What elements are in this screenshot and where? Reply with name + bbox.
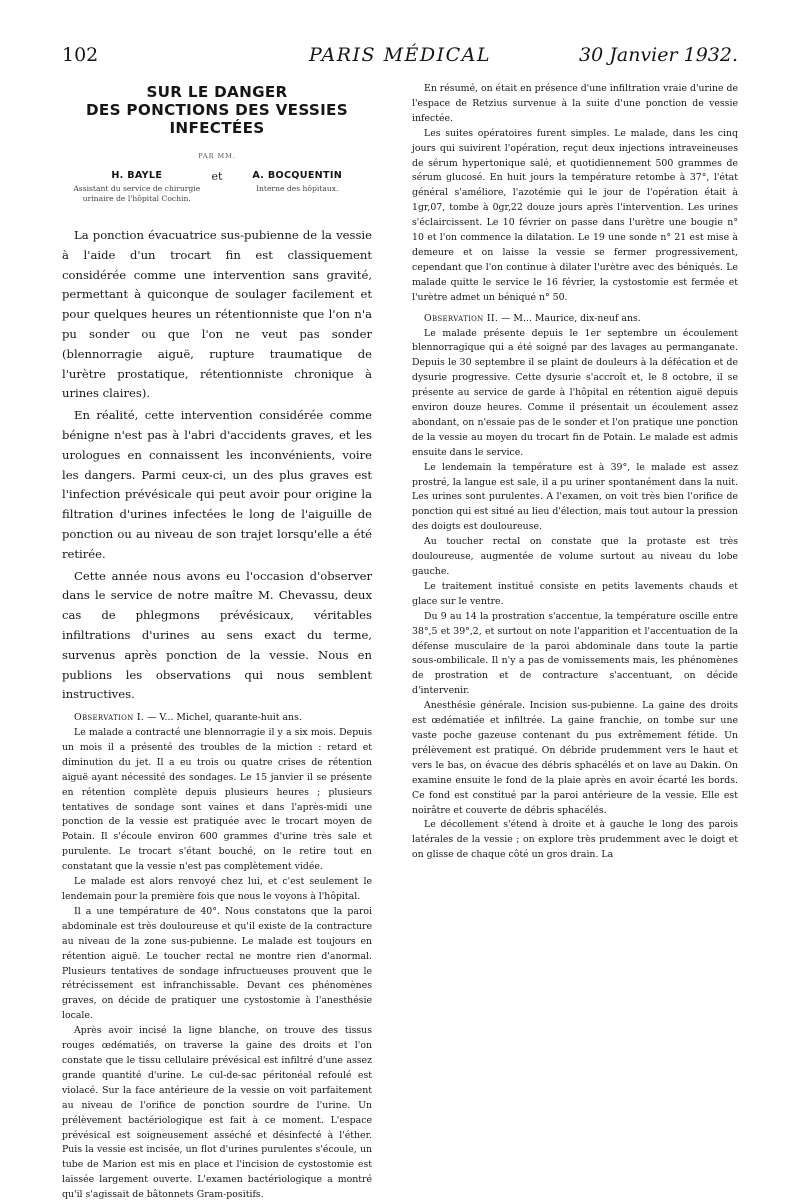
- observation-subject: — M... Maurice, dix-neuf ans.: [498, 312, 641, 324]
- title-line: DES PONCTIONS DES VESSIES: [86, 100, 348, 119]
- intro-paragraph: Cette année nous avons eu l'occasion d'observer dans le service de notre maître M. Chevassu, deux cas de phlegmons prévésicaux, véritables infiltrations d'urines au sens exact du terme, survenus après ponction de la vessie. Nous en publions les observations qui nous semblent instructives.: [62, 568, 372, 702]
- body-paragraph: Au toucher rectal on constate que la protaste est très douloureuse, augmentée de volume surtout au niveau du lobe gauche.: [412, 536, 738, 577]
- author-role: urinaire de l'hôpital Cochin.: [82, 194, 191, 204]
- author-name: H. BAYLE: [111, 169, 163, 181]
- body-paragraph: Le traitement institué consiste en petits lavements chauds et glace sur le ventre.: [412, 580, 738, 607]
- body-paragraph: Le malade présente depuis le 1er septembre un écoulement blennorragique qui a été soigné par des lavages au permanganate. Depuis le 30 septembre il se plaint de douleurs à la défécation et de dysurie progressive. Cette dysurie s'accroît et, le 8 octobre, il se présente au service de garde à l'hôpital en rétention aiguë depuis environ douze heures. Comme il présentait un écoulement assez abondant, on n'essaie pas de le sonder et l'on pratique une ponction de la vessie au moyen du trocart fin de Potain. Le malade est admis ensuite dans le service.: [412, 327, 738, 458]
- body-paragraph: Le malade est alors renvoyé chez lui, et c'est seulement le lendemain pour la première fois que nous le voyons à l'hôpital.: [62, 876, 372, 902]
- running-header: [62, 44, 738, 70]
- observation-label: Observation II.: [424, 312, 499, 324]
- intro-paragraph: La ponction évacuatrice sus-pubienne de la vessie à l'aide d'un trocart fin est classiquement considérée comme une intervention sans gravité, permettant à quiconque de soulager facilement et pour quelques heures un rétentionniste que l'on n'a pu sonder ou que l'on ne veut pas sonder (blennorragie aiguë, rupture traumatique de l'urètre prostatique, rétentionniste chronique à urines claires).: [62, 228, 372, 401]
- page-number: 102: [62, 44, 99, 66]
- author-role: Assistant du service de chirurgie: [73, 184, 201, 194]
- body-paragraph: Après avoir incisé la ligne blanche, on trouve des tissus rouges œdématiés, on traverse la gaine des droits et l'on constate que le tissu cellulaire prévésical est infiltré d'une assez grande quantité d'urine. Le cul-de-sac péritonéal refoulé est violacé. Sur la face antérieure de la vessie on voit parfaitement au niveau de l'orifice de ponction sourdre de l'urine. Un prélèvement bactériologique est fait à ce moment. L'espace prévésical est soigneusement asséché et désinfecté à l'éther. Puis la vessie est incisée, un flot d'urines purulentes s'écoule, un tube de Marion est mis en place et l'incision de cystostomie est laissée largement ouverte. L'examen bactériologique a montré qu'il s'agissait de bâtonnets Gram-positifs.: [62, 1025, 372, 1201]
- observation-1: [62, 711, 372, 1203]
- article-title: [62, 84, 372, 138]
- intro-paragraph: En réalité, cette intervention considérée comme bénigne n'est pas à l'abri d'accidents graves, et les urologues en connaissent les inconvénients, voire les dangers. Parmi ceux-ci, un des plus graves est l'infection prévésicale qui peut avoir pour origine la filtration d'urines infectées le long de l'aiguille de ponction ou au niveau de son trajet lorsqu'elle a été retirée.: [62, 408, 372, 561]
- journal-title: PARIS MÉDICAL: [308, 44, 492, 66]
- right-column: [412, 82, 738, 1106]
- body-paragraph: Du 9 au 14 la prostration s'accentue, la température oscille entre 38°,5 et 39°,2, et surtout on note l'apparition et l'accentuation de la défense musculaire de la paroi abdominale dans toute la partie sous-ombilicale. Il n'y a pas de vomissements mais, les phénomènes de prostration et de contracture s'accentuant, on décide d'intervenir.: [412, 610, 738, 697]
- author-bayle: [62, 170, 212, 204]
- body-paragraph: Il a une température de 40°. Nous constatons que la paroi abdominale est très douloureuse et qu'il existe de la contracture au niveau de la zone sus-pubienne. Le malade est toujours en rétention aiguë. Le toucher rectal ne montre rien d'anormal. Plusieurs tentatives de sondage infructueuses prouvent que le rétrécissement est infranchissable. Devant ces phénomènes graves, on décide de pratiquer une cystostomie à l'anesthésie locale.: [62, 905, 372, 1022]
- body-paragraph: En résumé, on était en présence d'une infiltration vraie d'urine de l'espace de Retzius survenue à la suite d'une ponction de vessie infectée.: [412, 83, 739, 124]
- author-name: A. BOCQUENTIN: [252, 169, 343, 181]
- author-bocquentin: [222, 170, 372, 194]
- author-role: Interne des hôpitaux.: [256, 184, 339, 194]
- observation-1-continued: [412, 82, 738, 863]
- observation-heading: [62, 711, 372, 726]
- author-conjunction: et: [211, 169, 223, 183]
- byline: PAR MM.: [198, 151, 236, 160]
- author-block: [62, 170, 372, 204]
- title-line: SUR LE DANGER: [146, 83, 288, 101]
- introduction: [62, 226, 372, 705]
- observation-label: Observation I.: [74, 712, 145, 724]
- body-paragraph: Le lendemain la température est à 39°, le malade est assez prostré, la langue est sale, il a pu uriner spontanément dans la nuit. Les urines sont purulentes. A l'examen, on voit très bien l'orifice de ponction qui est situé au lieu d'élection, mais tout autour la pression des doigts est douloureuse.: [412, 461, 738, 533]
- left-column: [62, 83, 372, 1201]
- issue-date: 30 Janvier 1932.: [579, 44, 738, 66]
- observation-subject: — V... Michel, quarante-huit ans.: [144, 712, 302, 724]
- observation-heading: [412, 312, 738, 327]
- body-paragraph: Les suites opératoires furent simples. Le malade, dans les cinq jours qui suivirent l'opération, reçut deux injections intraveineuses de sérum hypertonique salé, et quotidiennement 500 grammes de sérum glucosé. En huit jours la température retombe à 37°, l'état général s'améliore, l'azotémie qui le jour de l'opération était à 1gr,07, tombe à 0gr,22 douze jours après l'intervention. Les urines s'éclaircissent. Le 10 février on passe dans l'urètre une bougie n° 10 et l'on commence la dilatation. Le 19 une sonde n° 21 est mise à demeure et on laisse la vessie se fermer progressivement, cependant que l'on continue à dilater l'urètre avec des béniqués. Le malade quitte le service le 16 février, la cystostomie est fermée et l'urètre admet un béniqué n° 50.: [412, 127, 738, 303]
- body-paragraph: Le décollement s'étend à droite et à gauche le long des parois latérales de la vessie ; on explore très prudemment avec le doigt et on glisse de chaque côté un gros drain. La: [412, 819, 738, 861]
- body-paragraph: Le malade a contracté une blennorragie il y a six mois. Depuis un mois il a présenté des troubles de la miction : retard et diminution du jet. Il a eu trois ou quatre crises de rétention aiguë ayant nécessité des sondages. Le 15 janvier il se présente en rétention complète depuis plusieurs heures ; plusieurs tentatives de sondage sont vaines et dans l'après-midi une ponction de la vessie est pratiquée avec le trocart moyen de Potain. Il s'écoule environ 600 grammes d'urine très sale et purulente. Le trocart s'étant bouché, on le retire tout en constatant que la vessie n'est pas complètement vidée.: [62, 727, 372, 873]
- title-line: INFECTÉES: [169, 118, 265, 137]
- body-paragraph: Anesthésie générale. Incision sus-pubienne. La gaine des droits est œdématiée et infiltrée. La gaine franchie, on tombe sur une vaste poche gazeuse contenant du pus extrêmement fétide. Un prélèvement est pratiqué. On débride prudemment vers le haut et vers le bas, on évacue des débris sphacélés et on lave au Dakin. On examine ensuite le fond de la plaie après en avoir écarté les bords. Ce fond est constitué par la paroi antérieure de la vessie. Elle est noirâtre et couverte de débris sphacélés.: [412, 700, 738, 816]
